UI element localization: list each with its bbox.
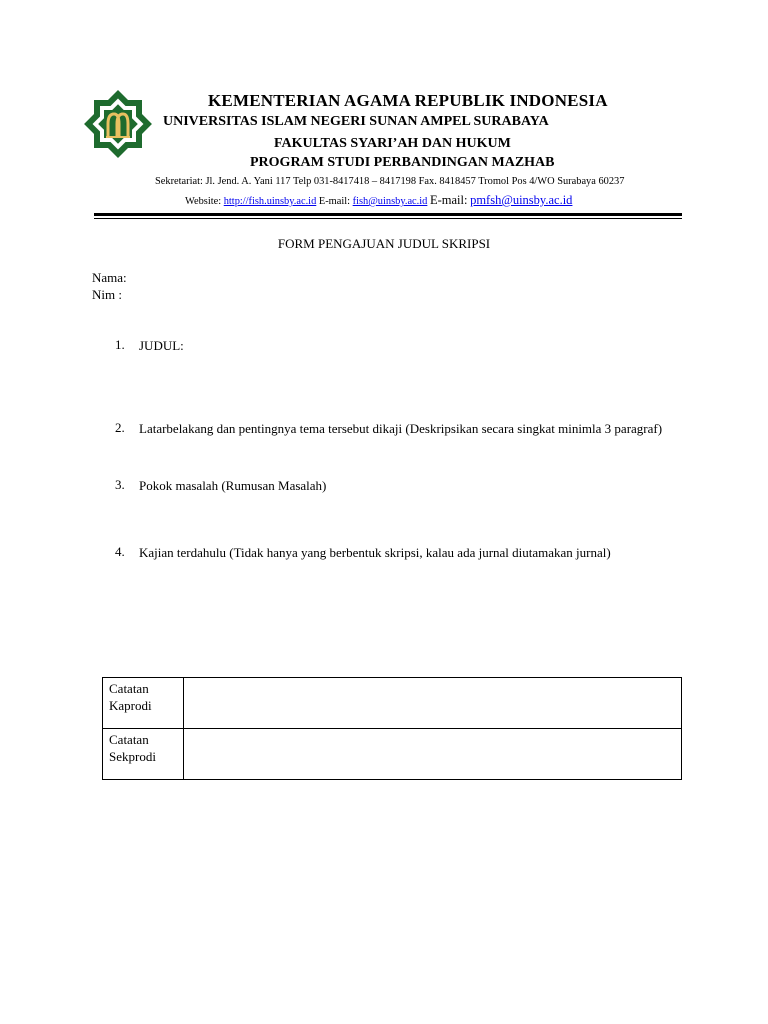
nim-label: Nim : [92, 287, 122, 302]
item-number: 4. [115, 544, 125, 559]
ministry-heading: KEMENTERIAN AGAMA REPUBLIK INDONESIA [208, 91, 608, 110]
kaprodi-label-cell [103, 678, 184, 729]
website-link[interactable]: http://fish.uinsby.ac.id [223, 196, 317, 207]
website-label: Website: [185, 196, 222, 207]
item-text: JUDUL: [139, 338, 184, 353]
university-heading: UNIVERSITAS ISLAM NEGERI SUNAN AMPEL SURABAYA [163, 114, 549, 129]
header-divider-thick [94, 213, 682, 216]
email-label-1: E-mail: [318, 196, 351, 207]
sekprodi-note-cell[interactable] [184, 729, 682, 780]
cell-label-line: Catatan [109, 681, 149, 696]
sekprodi-label-cell [103, 729, 184, 780]
item-number: 3. [115, 477, 125, 492]
table-row [103, 729, 682, 780]
nama-label: Nama: [92, 270, 127, 285]
header-divider-thin [94, 218, 682, 219]
item-number: 1. [115, 337, 125, 352]
contact-line [185, 193, 572, 208]
program-heading: PROGRAM STUDI PERBANDINGAN MAZHAB [250, 155, 555, 170]
form-title: FORM PENGAJUAN JUDUL SKRIPSI [277, 236, 491, 251]
email-label-2: E-mail: [429, 193, 468, 207]
email-link-2[interactable]: pmfsh@uinsby.ac.id [470, 193, 573, 207]
cell-label-line: Catatan [109, 732, 149, 747]
cell-label-line: Kaprodi [109, 698, 152, 713]
table-row [103, 678, 682, 729]
faculty-heading: FAKULTAS SYARI’AH DAN HUKUM [274, 136, 511, 151]
item-text: Latarbelakang dan pentingnya tema tersebut dikaji (Deskripsikan secara singkat minimla 3 paragraf) [139, 421, 663, 436]
item-text: Kajian terdahulu (Tidak hanya yang berbentuk skripsi, kalau ada jurnal diutamakan jurnal) [139, 545, 611, 560]
kaprodi-note-cell[interactable] [184, 678, 682, 729]
cell-label-line: Sekprodi [109, 749, 156, 764]
email-link-1[interactable]: fish@uinsby.ac.id [352, 196, 428, 207]
uinsa-logo-icon [78, 84, 158, 164]
item-text: Pokok masalah (Rumusan Masalah) [139, 478, 327, 493]
address-line: Sekretariat: Jl. Jend. A. Yani 117 Telp 031-8417418 – 8417198 Fax. 8418457 Tromol Pos 4/WO Surabaya 60237 [155, 176, 625, 187]
item-number: 2. [115, 420, 125, 435]
notes-table [102, 677, 682, 780]
